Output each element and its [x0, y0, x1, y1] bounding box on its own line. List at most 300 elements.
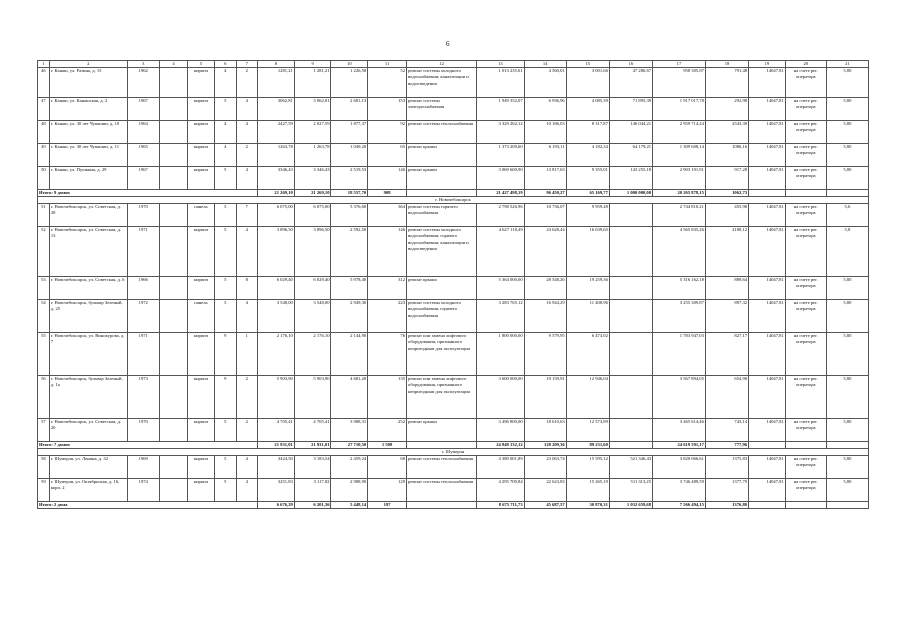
table-cell: 1086,16 [705, 144, 748, 167]
total-cell: 128 209,36 [524, 442, 566, 449]
table-cell: кирпич [187, 227, 214, 277]
table-cell: 1967 [127, 98, 159, 121]
column-number: 20 [785, 61, 826, 68]
table-cell: на счете рег. оператора [785, 333, 826, 376]
total-cell: 96 450,27 [524, 190, 566, 197]
table-cell: 7 [236, 204, 258, 227]
table-cell: 3 548,00 [294, 300, 331, 333]
table-cell: 5 [214, 479, 236, 502]
total-cell: 45 687,57 [524, 502, 566, 509]
total-cell [785, 442, 826, 449]
table-cell: 5,80 [826, 456, 868, 479]
table-cell: 4 [214, 144, 236, 167]
total-cell [749, 502, 786, 509]
table-cell: 4 [236, 121, 258, 144]
table-cell: 2543,39 [705, 121, 748, 144]
table-cell: г. Новочебоксарск, ул. Советская, д. 20 [49, 419, 127, 442]
table-cell: г. Новочебоксарск, бульвар Зеленый, д. 1а [49, 376, 127, 419]
table-cell: 4 [236, 227, 258, 277]
table-cell: панель [187, 300, 214, 333]
table-cell: 3 746 489,59 [653, 479, 706, 502]
table-cell: ремонт системы теплоснабжения [407, 479, 477, 502]
table-cell [609, 204, 652, 227]
table-cell: 14047,81 [749, 144, 786, 167]
table-cell: 5 [214, 277, 236, 300]
table-cell: 6 075,00 [294, 204, 331, 227]
table-cell: 146 [368, 227, 407, 277]
table-cell: на счете рег. оператора [785, 300, 826, 333]
section-title-row [38, 449, 869, 456]
table-cell: ремонт или замена лифтового оборудования, признанного непригодным для эксплуатации [407, 333, 477, 376]
table-cell: 6 029,40 [294, 277, 331, 300]
table-cell: на счете рег. оператора [785, 68, 826, 98]
table-cell: ремонт крыши [407, 144, 477, 167]
table-cell: 2 [236, 144, 258, 167]
table-cell: ремонт или замена лифтового оборудования, признанного непригодным для эксплуатации [407, 376, 477, 419]
table-cell: 57 [38, 419, 50, 442]
total-cell: 197 [368, 502, 407, 509]
table-row [38, 227, 869, 277]
table-cell: 2 592,50 [331, 227, 368, 277]
table-cell: 1 949 352,07 [477, 98, 524, 121]
table-cell: 3251,83 [258, 479, 295, 502]
total-cell: 8 675 711,73 [477, 502, 524, 509]
table-cell: 3 496 800,00 [477, 419, 524, 442]
section-title-row [38, 197, 869, 204]
table-cell: 6 936,96 [524, 98, 566, 121]
table-cell: 13 817,63 [524, 167, 566, 190]
table-cell: кирпич [187, 479, 214, 502]
table-cell [159, 98, 187, 121]
table-cell: 6 473,02 [566, 333, 609, 376]
table-cell: ремонт крыши [407, 277, 477, 300]
table-cell: 5 978,40 [331, 277, 368, 300]
table-cell: г. Канаш, ул. 30 лет Чувашии, д. 11 [49, 144, 127, 167]
column-number: 8 [258, 61, 295, 68]
table-cell: 3 820 066,61 [653, 456, 706, 479]
table-cell: кирпич [187, 333, 214, 376]
table-cell: 3 255 309,87 [653, 300, 706, 333]
table-cell: ремонт системы горячего водоснабжения [407, 204, 477, 227]
table-cell: 5,80 [826, 144, 868, 167]
table-cell: 52 [368, 68, 407, 98]
total-label: Итого: 9 домов [38, 190, 258, 197]
column-number: 19 [749, 61, 786, 68]
table-cell: 9 355,01 [566, 167, 609, 190]
table-cell [159, 300, 187, 333]
total-cell: 777,96 [705, 442, 748, 449]
table-cell: 1970 [127, 204, 159, 227]
table-cell: 521 346,43 [609, 456, 652, 479]
table-cell: на счете рег. оператора [785, 167, 826, 190]
table-cell: кирпич [187, 456, 214, 479]
table-cell: 2 [236, 376, 258, 419]
column-number: 17 [653, 61, 706, 68]
table-cell: 1 373 209,60 [477, 144, 524, 167]
column-number: 3 [127, 61, 159, 68]
table-cell: ремонт системы холодного водоснабжения, горячего водоснабжения [407, 300, 477, 333]
table-cell: г. Канаш, ул. 30 лет Чувашии, д. 10 [49, 121, 127, 144]
table-cell: кирпич [187, 98, 214, 121]
table-cell: 2 459,24 [331, 456, 368, 479]
table-cell: 5 364 000,00 [477, 277, 524, 300]
table-cell: г. Новочебоксарск, ул. Винокурова, д. 7 [49, 333, 127, 376]
table-cell: 3424,50 [258, 456, 295, 479]
table-cell: 135 [368, 376, 407, 419]
column-number: 14 [524, 61, 566, 68]
table-cell: 1377,79 [705, 479, 748, 502]
table-cell: 1 [236, 333, 258, 376]
table-cell: 8 317,87 [566, 121, 609, 144]
table-cell: 15 265,19 [566, 479, 609, 502]
table-cell: г. Канаш, ул. Разина, д. 15 [49, 68, 127, 98]
table-cell: 3 548,00 [258, 300, 295, 333]
table-cell: 18 610,63 [524, 419, 566, 442]
table-cell: 4 [236, 456, 258, 479]
table-cell: 16 944,29 [524, 300, 566, 333]
table-cell: ремонт системы холодного водоснабжения; горячего водоснабжения; канализации и водоотведения [407, 227, 477, 277]
total-cell: 1 032 659,68 [609, 502, 652, 509]
table-cell: 65 [368, 144, 407, 167]
table-cell: кирпич [187, 121, 214, 144]
table-cell: 3 117,82 [294, 479, 331, 502]
table-cell: 14047,81 [749, 376, 786, 419]
table-cell: 1966 [127, 277, 159, 300]
table-cell: 5 316 162,18 [653, 277, 706, 300]
column-number: 9 [294, 61, 331, 68]
table-row [38, 68, 869, 98]
total-cell [785, 502, 826, 509]
table-cell: 4 [236, 300, 258, 333]
table-cell: 917,28 [705, 167, 748, 190]
table-cell [159, 479, 187, 502]
column-number: 18 [705, 61, 748, 68]
table-cell: на счете рег. оператора [785, 376, 826, 419]
total-cell [609, 442, 652, 449]
table-cell: 146 044,21 [609, 121, 652, 144]
table-cell: 5,6 [826, 204, 868, 227]
total-cell [785, 190, 826, 197]
table-cell: 2 798 526,96 [477, 204, 524, 227]
table-cell: 6 029,40 [258, 277, 295, 300]
table-cell: 2 959 714,24 [653, 121, 706, 144]
table-cell: 8 [236, 277, 258, 300]
total-cell [826, 442, 868, 449]
table-cell: 9 [214, 333, 236, 376]
table-cell: г. Канаш, ул. Канашская, д. 2 [49, 98, 127, 121]
table-cell: 23 063,74 [524, 456, 566, 479]
table-cell: 14047,81 [749, 204, 786, 227]
table-cell: 15 595,12 [566, 456, 609, 479]
table-cell: 14047,81 [749, 479, 786, 502]
table-cell: 5 [214, 167, 236, 190]
table-cell: 252 [368, 419, 407, 442]
total-cell: 6 201,36 [294, 502, 331, 509]
table-cell: ремонт системы холодного водоснабжения; канализации и водоотведения [407, 68, 477, 98]
total-cell [749, 442, 786, 449]
table-cell: 4 560,01 [524, 68, 566, 98]
total-cell [407, 190, 477, 197]
table-cell: 1971 [127, 333, 159, 376]
table-cell: 5,8 [826, 227, 868, 277]
table-cell: 1965 [127, 144, 159, 167]
table-cell: 1972 [127, 300, 159, 333]
section-title: г. Шумерля [38, 449, 869, 456]
column-number: 13 [477, 61, 524, 68]
table-cell: 2 [236, 419, 258, 442]
column-number-row [38, 61, 869, 68]
column-number: 6 [214, 61, 236, 68]
table-cell: 14047,81 [749, 333, 786, 376]
table-cell: 3 896,50 [258, 227, 295, 277]
table-cell: 4 [214, 68, 236, 98]
table-cell: 5 [214, 204, 236, 227]
table-cell: 5,80 [826, 479, 868, 502]
table-cell: 1970 [127, 419, 159, 442]
table-cell: 14047,81 [749, 277, 786, 300]
table-cell: 2 144,90 [331, 333, 368, 376]
total-cell: 21 427 498,19 [477, 190, 524, 197]
table-cell: 56 [38, 376, 50, 419]
total-cell: 21 269,10 [294, 190, 331, 197]
table-cell: г. Шумерля, ул. Ленина, д. 32 [49, 456, 127, 479]
table-cell [159, 277, 187, 300]
table-cell: 5,80 [826, 167, 868, 190]
total-cell: 1062,73 [705, 190, 748, 197]
table-cell: 16 639,65 [566, 227, 609, 277]
table-cell: 92 [368, 121, 407, 144]
table-cell: 64 179,21 [609, 144, 652, 167]
table-cell: 1974 [127, 479, 159, 502]
table-cell: 4 627 118,49 [477, 227, 524, 277]
table-cell: г. Новочебоксарск, ул. Советская, д. 28 [49, 204, 127, 227]
repair-program-table [37, 60, 869, 509]
table-cell: 11 408,96 [566, 300, 609, 333]
table-row [38, 277, 869, 300]
table-cell: 1 013 235,61 [477, 68, 524, 98]
table-cell: 364 [368, 204, 407, 227]
total-cell [826, 502, 868, 509]
table-cell: 1 783 947,03 [653, 333, 706, 376]
table-cell: 2 681,13 [331, 98, 368, 121]
table-cell [609, 227, 652, 277]
table-cell: на счете рег. оператора [785, 144, 826, 167]
table-cell: 2 988,90 [331, 479, 368, 502]
table-cell: на счете рег. оператора [785, 121, 826, 144]
table-cell: 10 736,07 [524, 204, 566, 227]
table-cell: кирпич [187, 167, 214, 190]
table-cell [159, 419, 187, 442]
table-cell: 889,64 [705, 277, 748, 300]
table-cell: кирпич [187, 419, 214, 442]
table-cell: 1969 [127, 456, 159, 479]
table-cell: г. Новочебоксарск, ул. Советская, д. 6 [49, 277, 127, 300]
table-cell [609, 277, 652, 300]
table-cell [159, 68, 187, 98]
column-number: 16 [609, 61, 652, 68]
table-cell: кирпич [187, 376, 214, 419]
table-cell: 3346,43 [258, 167, 295, 190]
table-cell: 2 176,10 [258, 333, 295, 376]
table-cell: 49 [38, 144, 50, 167]
table-cell: 5 [214, 300, 236, 333]
table-cell [159, 456, 187, 479]
column-number: 5 [187, 61, 214, 68]
table-cell: ремонт системы электроснабжения [407, 98, 477, 121]
table-cell: 3 896,50 [294, 227, 331, 277]
table-cell: 1375,83 [705, 456, 748, 479]
table-cell: 4 705,41 [258, 419, 295, 442]
table-cell: 743,14 [705, 419, 748, 442]
total-row [38, 190, 869, 197]
table-cell: 5 376,60 [331, 204, 368, 227]
table-cell: 10 186,03 [524, 121, 566, 144]
table-cell: 129 [368, 479, 407, 502]
table-cell: 4 085,39 [566, 98, 609, 121]
table-cell: 24 628,44 [524, 227, 566, 277]
section-title: г. Новочебоксарск [38, 197, 869, 204]
table-row [38, 456, 869, 479]
table-cell: на счете рег. оператора [785, 456, 826, 479]
table-cell: 2188,12 [705, 227, 748, 277]
table-cell: 1964 [127, 121, 159, 144]
table-cell: 312 [368, 277, 407, 300]
total-cell: 7 566 494,15 [653, 502, 706, 509]
table-cell: 791,48 [705, 68, 748, 98]
total-cell: 5 448,14 [331, 502, 368, 509]
table-cell: 3 465 614,46 [653, 419, 706, 442]
table-cell: 19 259,36 [566, 277, 609, 300]
table-cell: 6 193,11 [524, 144, 566, 167]
table-cell: ремонт крыши [407, 167, 477, 190]
column-number: 10 [331, 61, 368, 68]
table-cell: 2 903 191,91 [653, 167, 706, 190]
table-cell: 4 705,41 [294, 419, 331, 442]
table-cell: на счете рег. оператора [785, 479, 826, 502]
table-cell: 1 226,58 [331, 68, 368, 98]
table-cell: 4 380 001,89 [477, 456, 524, 479]
table-cell: 511 313,25 [609, 479, 652, 502]
table-cell [159, 204, 187, 227]
table-cell: 3 567 894,05 [653, 376, 706, 419]
table-cell: 5,80 [826, 68, 868, 98]
table-cell: 5,80 [826, 300, 868, 333]
total-cell [407, 502, 477, 509]
table-cell: 3 329 262,12 [477, 121, 524, 144]
column-number: 15 [566, 61, 609, 68]
table-cell: 52 [38, 227, 50, 277]
table-cell: 958 305,87 [653, 68, 706, 98]
table-cell: 1962 [127, 68, 159, 98]
table-row [38, 204, 869, 227]
table-cell: 9 579,95 [524, 333, 566, 376]
table-cell: 4 [214, 121, 236, 144]
table-cell: 2 744 810,21 [653, 204, 706, 227]
table-cell: 28 548,26 [524, 277, 566, 300]
total-cell [407, 442, 477, 449]
table-cell [159, 144, 187, 167]
table-row [38, 98, 869, 121]
table-cell: 1 877,37 [331, 121, 368, 144]
table-cell: 292,98 [705, 98, 748, 121]
table-cell: 4 [236, 167, 258, 190]
table-row [38, 333, 869, 376]
table-cell [159, 376, 187, 419]
table-cell: 3 001,66 [566, 68, 609, 98]
total-cell: 65 169,77 [566, 190, 609, 197]
table-cell: 1973 [127, 376, 159, 419]
table-cell: 71 895,39 [609, 98, 652, 121]
table-cell: ремонт крыши [407, 419, 477, 442]
table-cell: 14047,81 [749, 419, 786, 442]
table-cell: 14047,81 [749, 167, 786, 190]
table-cell: 4 [236, 98, 258, 121]
table-cell: 1263,78 [258, 144, 295, 167]
table-cell: 5 [214, 456, 236, 479]
table-cell: 5 [214, 227, 236, 277]
table-cell: 19 159,91 [524, 376, 566, 419]
table-cell: кирпич [187, 144, 214, 167]
total-cell: 908 [368, 190, 407, 197]
table-cell: 1 309 608,14 [653, 144, 706, 167]
table-cell: 14047,81 [749, 121, 786, 144]
table-cell: 3 062,81 [294, 98, 331, 121]
total-cell: 89 231,60 [566, 442, 609, 449]
table-cell: 1 281,21 [294, 68, 331, 98]
table-cell: г. Новочебоксарск, ул. Советская, д. 13 [49, 227, 127, 277]
total-cell: 21 931,01 [294, 442, 331, 449]
table-cell: 5,80 [826, 376, 868, 419]
table-cell [609, 419, 652, 442]
table-cell: 9 959,48 [566, 204, 609, 227]
table-cell: 48 [38, 121, 50, 144]
total-label: Итого: 7 домов [38, 442, 258, 449]
total-cell: 18 557,70 [331, 190, 368, 197]
total-cell [749, 190, 786, 197]
total-row [38, 442, 869, 449]
table-cell: 6 075,00 [258, 204, 295, 227]
table-cell: 14047,81 [749, 98, 786, 121]
table-cell: 59 [38, 479, 50, 502]
table-cell: на счете рег. оператора [785, 227, 826, 277]
table-cell [159, 167, 187, 190]
table-cell [609, 376, 652, 419]
total-cell: 27 710,50 [331, 442, 368, 449]
table-cell: 3 283 765,12 [477, 300, 524, 333]
total-cell [826, 190, 868, 197]
table-cell: г. Шумерля, ул. Октябрьская, д. 16, корп. 2 [49, 479, 127, 502]
table-cell: 5 [214, 419, 236, 442]
total-cell: 6 676,29 [258, 502, 295, 509]
table-cell: 1 263,78 [294, 144, 331, 167]
table-cell: 51 [38, 204, 50, 227]
total-cell: 1376,80 [705, 502, 748, 509]
column-number: 2 [49, 61, 127, 68]
table-cell: 1281,21 [258, 68, 295, 98]
column-number: 1 [38, 61, 50, 68]
table-cell: 897,32 [705, 300, 748, 333]
table-cell: 3 069 600,90 [477, 167, 524, 190]
table-cell: кирпич [187, 68, 214, 98]
total-row [38, 502, 869, 509]
column-number: 12 [407, 61, 477, 68]
table-cell: 47 286,67 [609, 68, 652, 98]
table-cell: 4 295 709,84 [477, 479, 524, 502]
table-cell: 5,80 [826, 98, 868, 121]
total-label: Итого: 2 дома [38, 502, 258, 509]
column-number: 4 [159, 61, 187, 68]
table-cell: 9 [214, 376, 236, 419]
